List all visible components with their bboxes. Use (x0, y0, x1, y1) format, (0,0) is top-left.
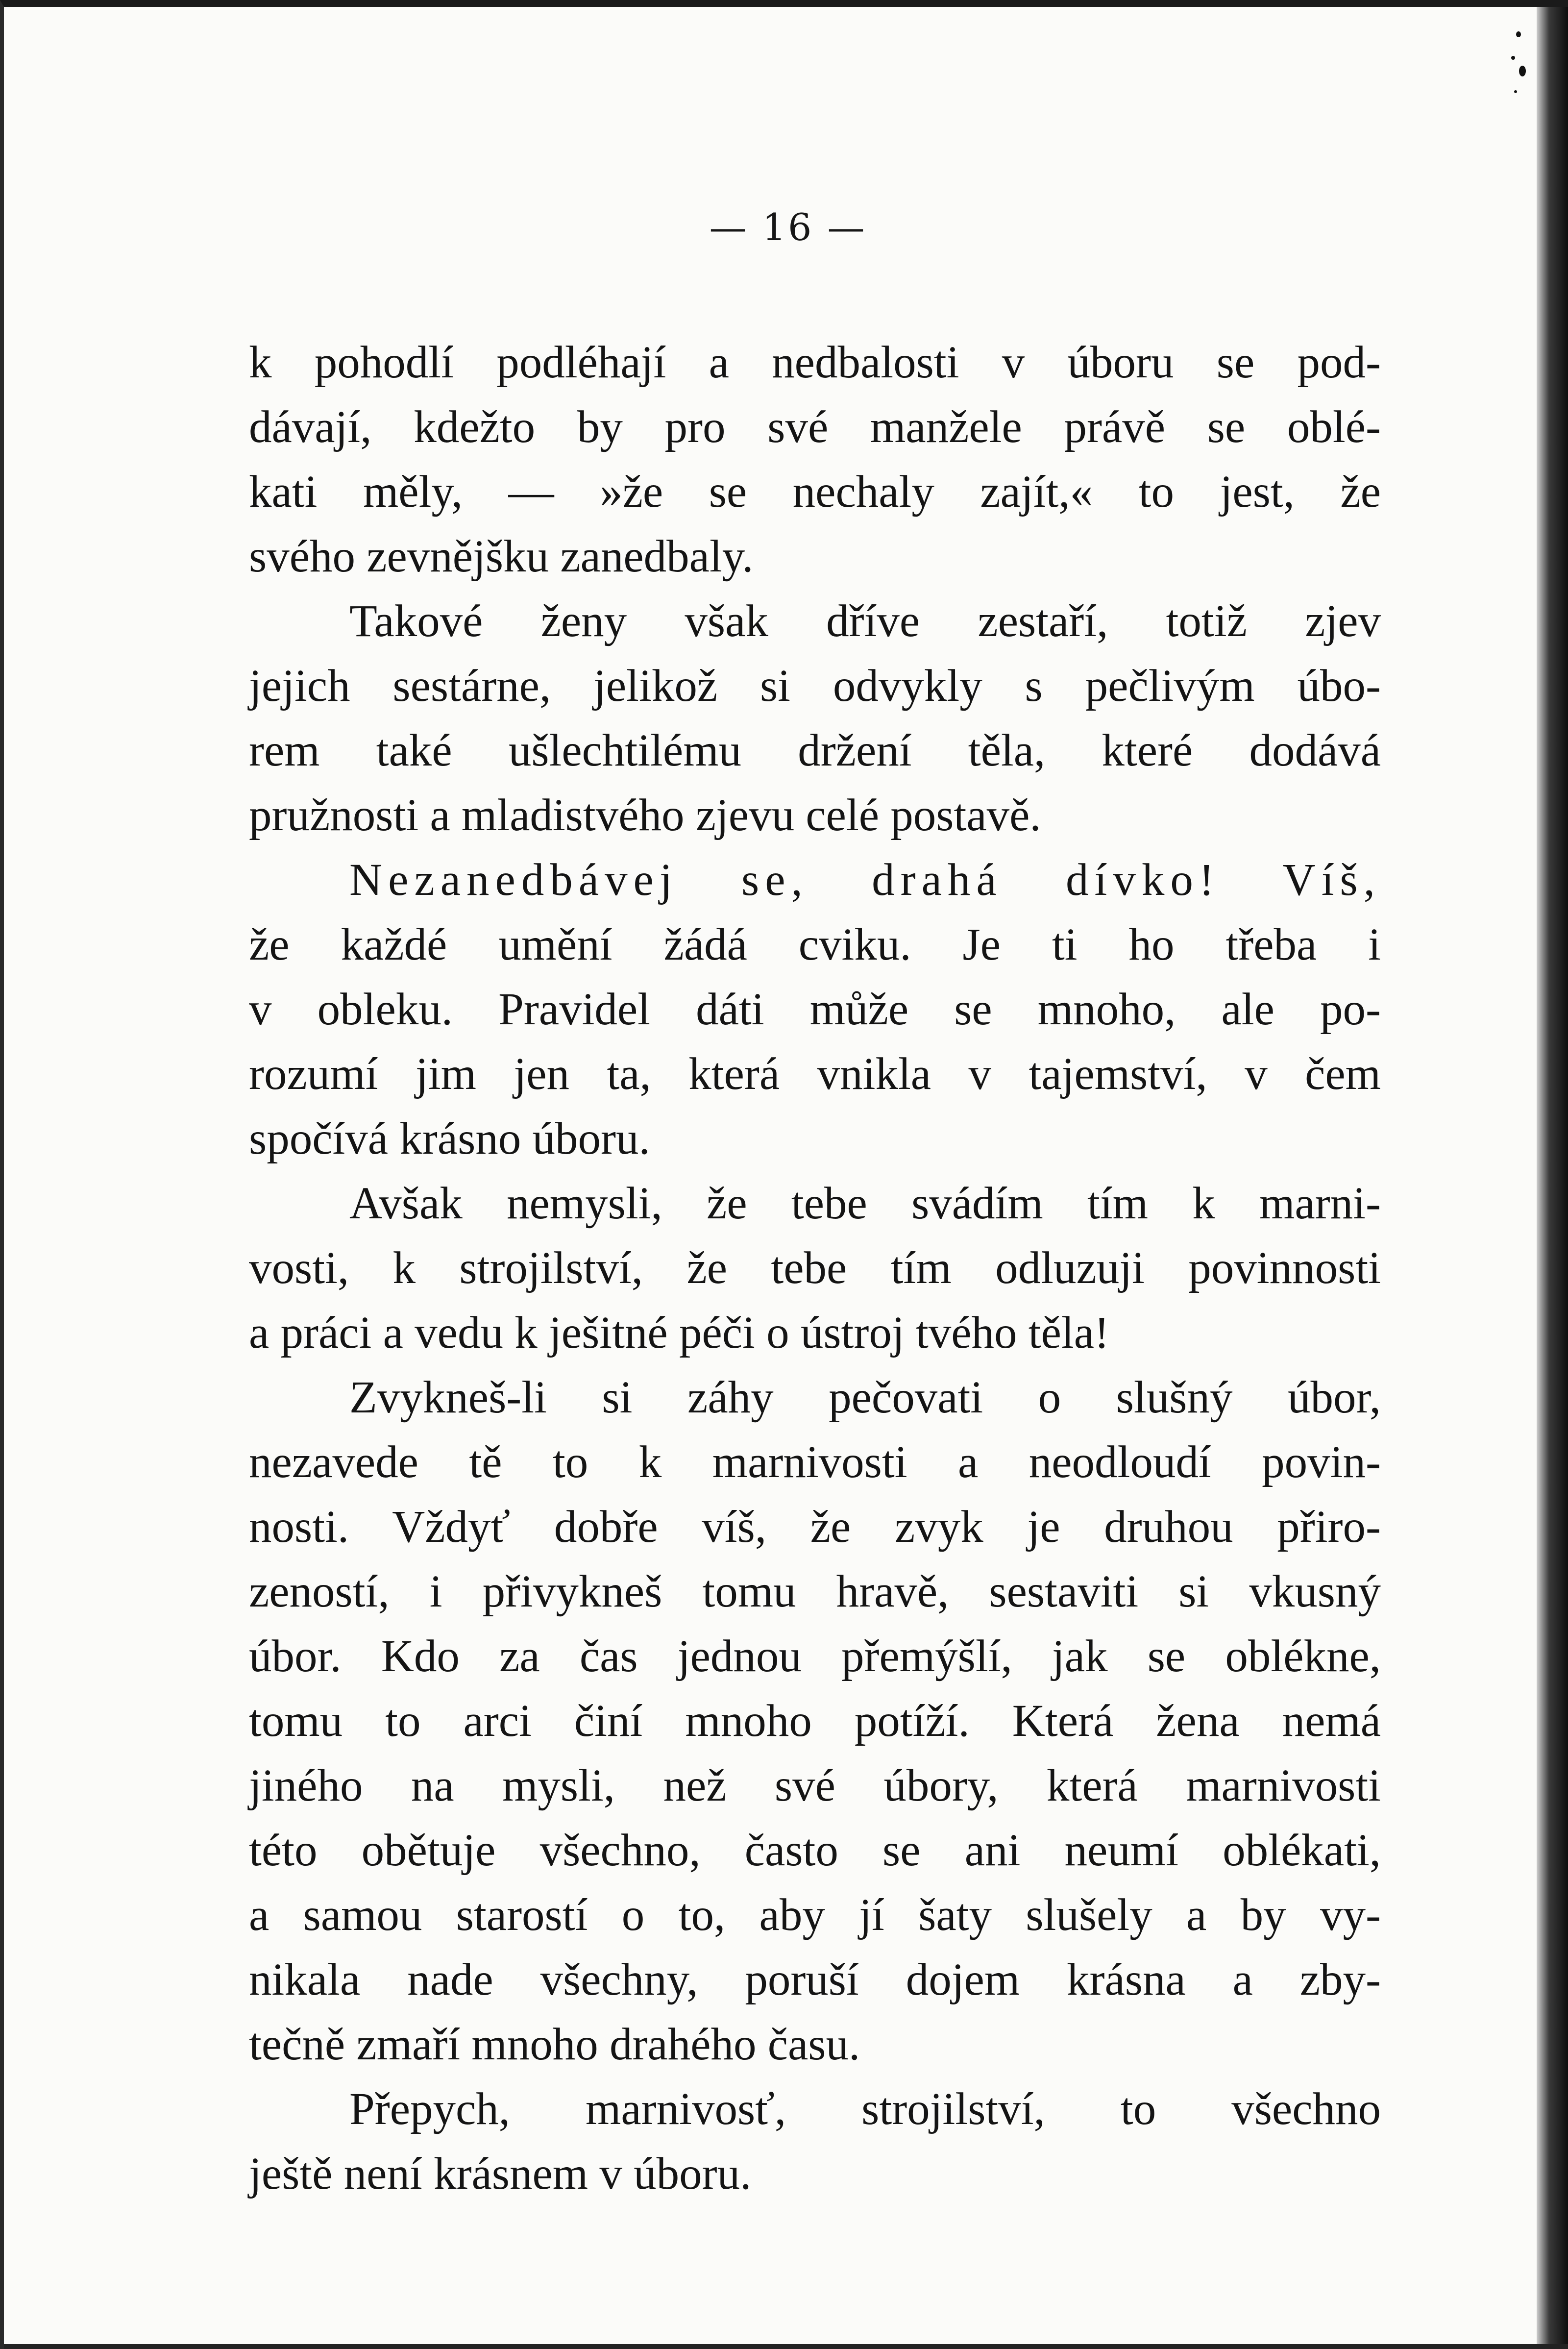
text-line: v obleku. Pravidel dáti může se mnoho, ale po- (249, 984, 1381, 1035)
print-specks (1509, 26, 1529, 105)
text-line: úbor. Kdo za čas jednou přemýšlí, jak se oblékne, (249, 1631, 1381, 1681)
text-line: k pohodlí podléhají a nedbalosti v úboru se pod- (249, 337, 1381, 388)
text-line: Avšak nemysli, že tebe svádím tím k marni- (349, 1178, 1381, 1229)
page-number: — 16 — (709, 205, 867, 249)
paragraph (249, 2077, 1381, 2206)
text-line: nikala nade všechny, poruší dojem krásna a zby- (249, 1954, 1381, 2005)
text-line: rem také ušlechtilému držení těla, které dodává (249, 725, 1381, 776)
text-line: Zvykneš-li si záhy pečovati o slušný úbor, (349, 1372, 1381, 1423)
text-line: nezavede tě to k marnivosti a neodloudí povin- (249, 1437, 1381, 1487)
text-line: Takové ženy však dříve zestaří, totiž zjev (349, 596, 1381, 646)
text-line: tomu to arci činí mnoho potíží. Která žena nemá (249, 1696, 1381, 1746)
page-edge-shadow (1537, 7, 1568, 2349)
text-line: že každé umění žádá cviku. Je ti ho třeba i (249, 919, 1381, 970)
text-line: Přepych, marnivosť, strojilství, to všechno (349, 2084, 1381, 2134)
text-line: rozumí jim jen ta, která vnikla v tajemství, v čem (249, 1049, 1381, 1099)
page-edge-bottom (4, 2344, 1568, 2349)
text-line: pružnosti a mladistvého zjevu celé postavě. (249, 790, 1041, 841)
text-line: svého zevnějšku zanedbaly. (249, 531, 754, 582)
text-line: kati měly, — »že se nechaly zajít,« to jest, že (249, 467, 1381, 517)
paragraph (249, 1365, 1381, 2077)
text-line: této obětuje všechno, často se ani neumí oblékati, (249, 1825, 1381, 1876)
text-line: tečně zmaří mnoho drahého času. (249, 2019, 860, 2070)
text-line: a práci a vedu k ješitné péči o ústroj tvého těla! (249, 1308, 1110, 1358)
paragraph (249, 330, 1381, 589)
text-line: jejich sestárne, jelikož si odvykly s pečlivým úbo- (249, 661, 1381, 711)
body-text (249, 330, 1381, 2206)
text-line: spočívá krásno úboru. (249, 1113, 650, 1164)
text-line: ještě není krásnem v úboru. (249, 2149, 752, 2199)
text-line: a samou starostí o to, aby jí šaty slušely a by vy- (249, 1890, 1381, 1940)
text-line: vosti, k strojilství, že tebe tím odluzuji povinnosti (249, 1243, 1381, 1293)
text-line: dávají, kdežto by pro své manžele právě se oblé- (249, 402, 1381, 452)
text-line: nosti. Vždyť dobře víš, že zvyk je druhou přiro- (249, 1502, 1381, 1552)
paragraph (249, 848, 1381, 1171)
text-line: Nezanedbávej se, drahá dívko! Víš, (349, 855, 1381, 905)
text-line: zeností, i přivykneš tomu hravě, sestaviti si vkusný (249, 1566, 1381, 1617)
paragraph (249, 1171, 1381, 1365)
paragraph (249, 589, 1381, 848)
text-line: jiného na mysli, než své úbory, která marnivosti (249, 1760, 1381, 1811)
